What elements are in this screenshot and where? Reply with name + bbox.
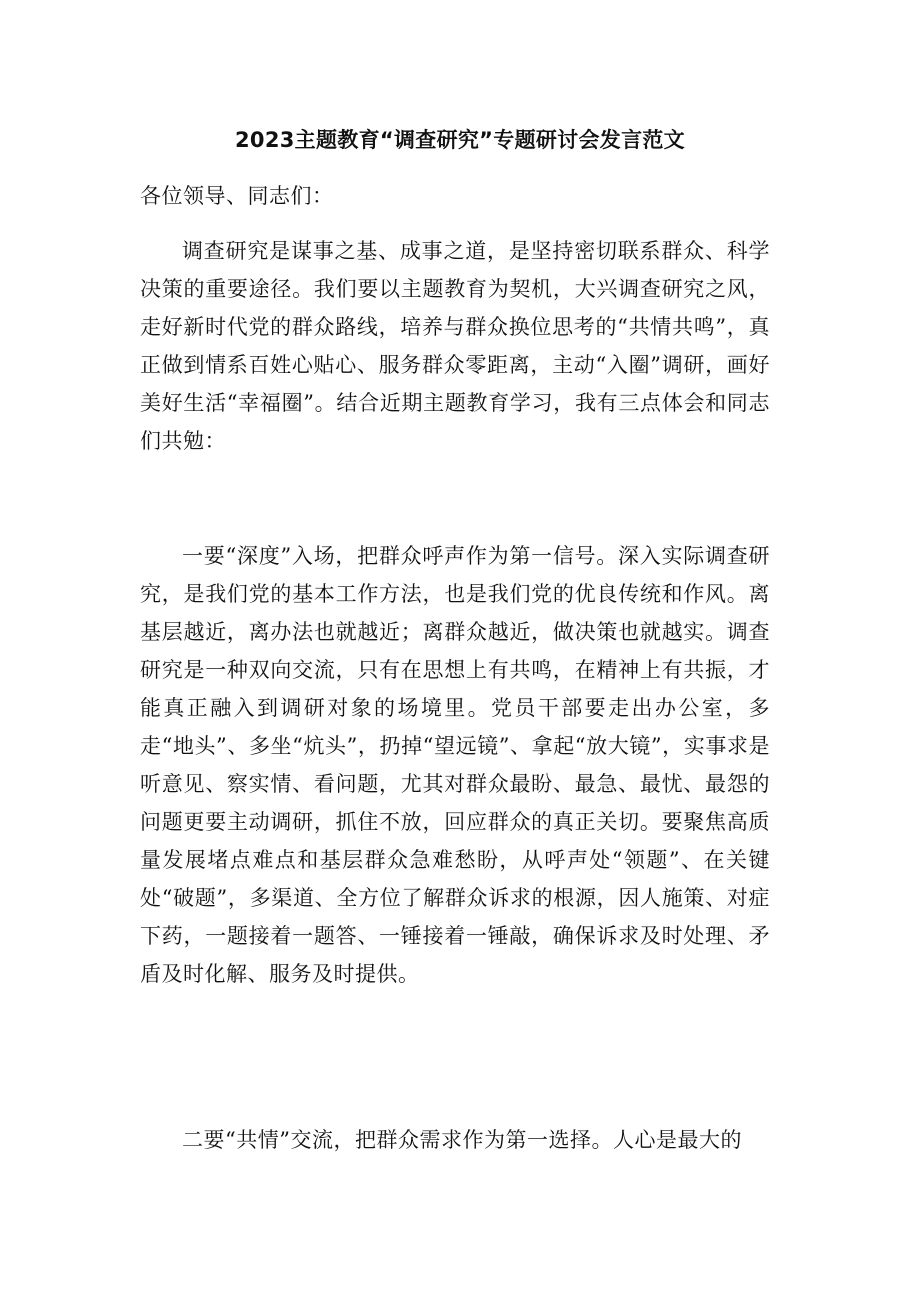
greeting: 各位领导、同志们： (140, 184, 334, 208)
paragraph-1: 调查研究是谋事之基、成事之道，是坚持密切联系群众、科学决策的重要途径。我们要以主题教育为契机，大兴调查研究之风，走好新时代党的群众路线，培养与群众换位思考的“共情共鸣”，真正做到情系百姓心贴心、服务群众零距离，主动“入圈”调研，画好美好生活“幸福圈”。结合近期主题教育学习，我有三点体会和同志们共勉： (140, 239, 770, 453)
paragraph-2: 一要“深度”入场，把群众呼声作为第一信号。深入实际调查研究，是我们党的基本工作方法，也是我们党的优良传统和作风。离基层越近，离办法也就越近；离群众越近，做决策也就越实。调查研究是一种双向交流，只有在思想上有共鸣，在精神上有共振，才能真正融入到调研对象的场境里。党员干部要走出办公室，多走“地头”、多坐“炕头”，扔掉“望远镜”、拿起“放大镜”，实事求是听意见、察实情、看问题，尤其对群众最盼、最急、最忧、最怨的问题更要主动调研，抓住不放，回应群众的真正关切。要聚焦高质量发展堵点难点和基层群众急难愁盼，从呼声处“领题”、在关键处“破题”，多渠道、全方位了解群众诉求的根源，因人施策、对症下药，一题接着一题答、一锤接着一锤敲，确保诉求及时处理、矛盾及时化解、服务及时提供。 (140, 544, 770, 986)
document-title: 2023主题教育“调查研究”专题研讨会发言范文 (235, 128, 685, 152)
paragraph-3: 二要“共情”交流，把群众需求作为第一选择。人心是最大的 (182, 1128, 742, 1152)
